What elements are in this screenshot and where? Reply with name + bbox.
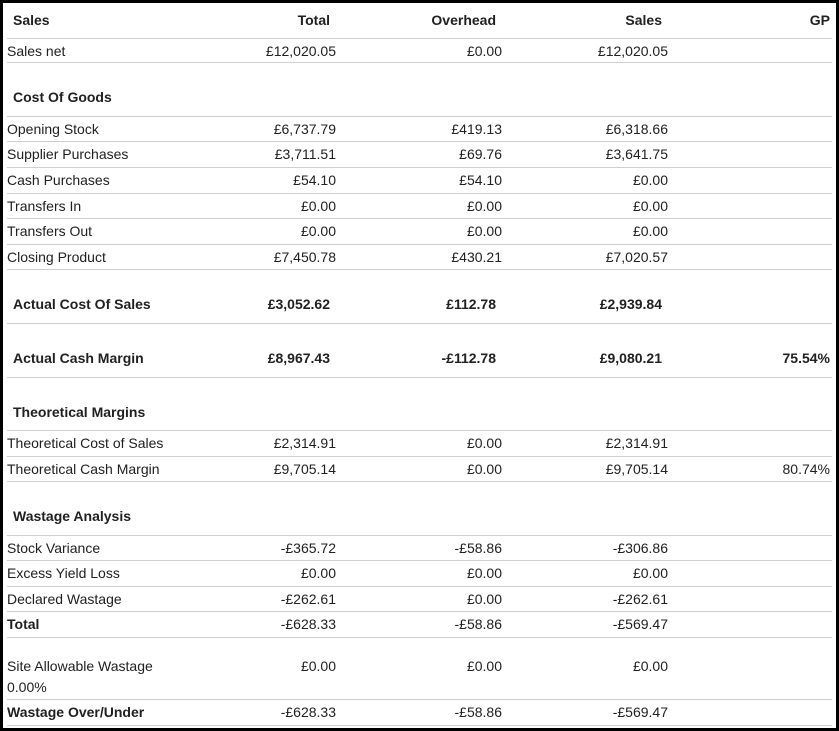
table-row: [7, 536, 832, 561]
row-overhead: -£58.86: [454, 540, 502, 556]
row-overhead: £0.00: [466, 223, 502, 239]
row-label: Site Allowable Wastage: [7, 658, 153, 674]
row-overhead: £0.00: [466, 435, 502, 451]
row-total: £0.00: [300, 198, 336, 214]
row-overhead: £112.78: [446, 296, 496, 312]
row-total: -£628.33: [280, 616, 336, 632]
row-sales: £0.00: [632, 658, 668, 674]
row-label: Excess Yield Loss: [7, 565, 120, 581]
row-label: Transfers Out: [7, 223, 93, 239]
row-sales: £0.00: [632, 172, 668, 188]
row-sales: -£569.47: [612, 704, 668, 720]
row-total: £0.00: [300, 565, 336, 581]
row-label: Stock Variance: [7, 540, 101, 556]
header-sales-label: Sales: [13, 12, 50, 28]
row-sales: -£569.47: [612, 616, 668, 632]
section-title: Cost Of Goods: [13, 89, 112, 105]
row-label: Wastage Over/Under: [7, 704, 145, 720]
row-overhead: -£112.78: [441, 350, 496, 366]
row-total: £0.00: [300, 223, 336, 239]
section-wastage-analysis: [7, 482, 832, 536]
table-row: [7, 431, 832, 457]
row-total: -£262.61: [280, 591, 336, 607]
table-row-sales-net: [7, 39, 832, 63]
table-row-wastage-total: [7, 612, 832, 638]
row-sales: -£306.86: [612, 540, 668, 556]
row-total: £2,314.91: [273, 435, 336, 451]
table-header: [7, 4, 832, 39]
header-overhead: Overhead: [431, 12, 496, 28]
row-sales: £3,641.75: [605, 146, 668, 162]
row-total: £7,450.78: [273, 249, 336, 265]
row-overhead: £0.00: [466, 658, 502, 674]
row-overhead: -£58.86: [454, 704, 502, 720]
row-label: Theoretical Cash Margin: [7, 461, 160, 477]
row-label: Declared Wastage: [7, 591, 122, 607]
table-row-site-allowable-wastage: [7, 638, 832, 700]
section-title: Wastage Analysis: [13, 508, 132, 524]
row-sales: £7,020.57: [605, 249, 668, 265]
row-sales: £9,705.14: [605, 461, 668, 477]
table-row-actual-cost-of-sales: [7, 270, 832, 324]
row-label: Total: [7, 616, 40, 632]
row-percent: 0.00%: [7, 679, 47, 695]
row-total: £3,711.51: [274, 146, 336, 162]
row-overhead: £54.10: [459, 172, 502, 188]
table-row: [7, 168, 832, 194]
row-sales: £12,020.05: [597, 43, 668, 59]
row-sales: £2,939.84: [599, 296, 662, 312]
row-label: Cash Purchases: [7, 172, 110, 188]
row-total: £12,020.05: [265, 43, 336, 59]
row-overhead: £430.21: [451, 249, 502, 265]
row-label: Actual Cost Of Sales: [13, 296, 151, 312]
header-total: Total: [297, 12, 330, 28]
row-sales: -£262.61: [612, 591, 668, 607]
table-row: [7, 219, 832, 245]
row-sales: £6,318.66: [605, 121, 668, 137]
section-cost-of-goods: [7, 63, 832, 117]
table-row: [7, 194, 832, 219]
row-sales: £0.00: [632, 198, 668, 214]
table-row: [7, 117, 832, 142]
row-gp: 80.74%: [782, 461, 830, 477]
row-total: -£365.72: [280, 540, 336, 556]
row-label: Opening Stock: [7, 121, 99, 137]
row-sales: £9,080.21: [599, 350, 662, 366]
row-overhead: -£58.86: [454, 616, 502, 632]
row-total: £9,705.14: [273, 461, 336, 477]
table-row: [7, 142, 832, 168]
row-overhead: £0.00: [466, 198, 502, 214]
table-row: [7, 561, 832, 587]
row-label: Supplier Purchases: [7, 146, 129, 162]
table-row: [7, 457, 832, 482]
row-total: £54.10: [293, 172, 336, 188]
row-label: Transfers In: [7, 198, 82, 214]
table-row-actual-cash-margin: [7, 324, 832, 378]
row-overhead: £0.00: [466, 461, 502, 477]
row-total: -£628.33: [280, 704, 336, 720]
row-overhead: £419.13: [451, 121, 502, 137]
row-gp: 75.54%: [782, 350, 830, 366]
row-overhead: £69.76: [459, 146, 502, 162]
section-title: Theoretical Margins: [13, 404, 146, 420]
row-label: Sales net: [7, 43, 66, 59]
row-overhead: £0.00: [466, 591, 502, 607]
table-row-wastage-over-under: [7, 700, 832, 726]
row-label: Actual Cash Margin: [13, 350, 144, 366]
row-sales: £0.00: [632, 565, 668, 581]
header-sales: Sales: [625, 12, 662, 28]
row-total: £6,737.79: [273, 121, 336, 137]
table-row: [7, 245, 832, 270]
row-overhead: £0.00: [466, 565, 502, 581]
section-theoretical-margins: [7, 378, 832, 431]
table-row: [7, 587, 832, 612]
row-label: Closing Product: [7, 249, 106, 265]
row-overhead: £0.00: [466, 43, 502, 59]
row-sales: £0.00: [632, 223, 668, 239]
row-total: £0.00: [300, 658, 336, 674]
row-sales: £2,314.91: [605, 435, 668, 451]
header-gp: GP: [809, 12, 830, 28]
row-total: £8,967.43: [267, 350, 330, 366]
row-total: £3,052.62: [267, 296, 330, 312]
row-label: Theoretical Cost of Sales: [7, 435, 164, 451]
